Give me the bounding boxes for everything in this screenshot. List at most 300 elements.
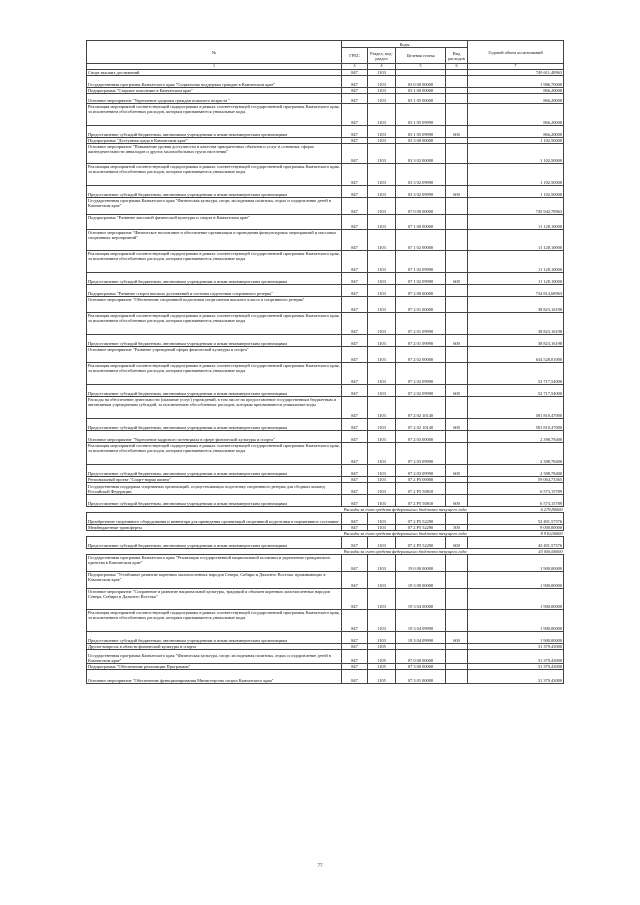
row-target: 03 1 00 00000 — [396, 87, 446, 93]
table-row — [87, 103, 564, 125]
row-section: 1103 — [368, 229, 396, 250]
row-exptype — [446, 163, 468, 185]
header-exptype: Вид расходов — [446, 48, 468, 64]
row-amount: 38 823,16198 — [468, 296, 564, 312]
row-section: 1105 — [368, 663, 396, 669]
row-amount: 31 379,43000 — [468, 669, 564, 683]
table-row — [87, 284, 564, 296]
table-row — [87, 396, 564, 418]
row-grbs: 847 — [342, 185, 368, 197]
row-target: 07 2 P5 50810 — [396, 494, 446, 506]
row-name: Предоставление субсидий бюджетным, автономным учреждениям и иным некоммерческим организациям — [87, 536, 342, 548]
row-name: Основное мероприятие "Укрепление здоровья граждан пожилого возраста " — [87, 93, 342, 103]
row-exptype — [446, 229, 468, 250]
row-name: Реализация мероприятий соответствующей подпрограммы в рамках соответствующей государственной программы Камчатского края, за исключением обособленных расходов, которым присваиваются уникальные коды — [87, 442, 342, 464]
row-exptype: 600 — [446, 536, 468, 548]
row-name: Государственная программа Камчатского края "Физическая культура, спорт, молодежная политика, отдых и оздоровление детей в Камчатском крае" — [87, 197, 342, 214]
row-amount: 866,20000 — [468, 87, 564, 93]
row-exptype: 600 — [446, 125, 468, 137]
header-amount: Годовой объем ассигнований — [468, 41, 564, 64]
row-name: Реализация мероприятий соответствующей подпрограммы в рамках соответствующей государственной программы Камчатского края, за исключением обособленных расходов, которым присваиваются уникальные коды — [87, 163, 342, 185]
row-exptype — [446, 103, 468, 125]
row-grbs: 847 — [342, 143, 368, 163]
row-amount: 38 823,16198 — [468, 334, 564, 346]
row-section: 1103 — [368, 125, 396, 137]
table-row — [87, 185, 564, 197]
row-section: 1103 — [368, 588, 396, 609]
col-num-1: 1 — [87, 64, 342, 70]
row-section: 1103 — [368, 512, 396, 524]
row-target: 07 2 01 09990 — [396, 312, 446, 334]
row-amount: 31 379,43000 — [468, 663, 564, 669]
row-grbs: 847 — [342, 494, 368, 506]
row-grbs: 847 — [342, 197, 368, 214]
row-name: Предоставление субсидий бюджетным, автономным учреждениям и иным некоммерческим организациям — [87, 125, 342, 137]
table-row — [87, 554, 564, 571]
row-section: 1103 — [368, 430, 396, 442]
row-name: Предоставление субсидий бюджетным, автономным учреждениям и иным некоммерческим организациям — [87, 631, 342, 643]
row-target: 19 3 00 00000 — [396, 571, 446, 588]
row-section: 1105 — [368, 643, 396, 649]
row-amount: 749 611,48963 — [468, 69, 564, 75]
row-amount: 11 128,10000 — [468, 229, 564, 250]
row-grbs: 847 — [342, 464, 368, 476]
row-amount: 52 717,54000 — [468, 362, 564, 384]
row-section: 1103 — [368, 334, 396, 346]
row-amount: 1 900,00000 — [468, 588, 564, 609]
row-target: 07 2 02 09990 — [396, 362, 446, 384]
row-name: Государственная программа Камчатского края "Реализация государственной национальной политики и укрепление гражданского единства в Камчатском крае" — [87, 554, 342, 571]
row-target: 07 2 P5 50810 — [396, 482, 446, 494]
row-target: 07 2 02 09990 — [396, 384, 446, 396]
row-exptype: 600 — [446, 631, 468, 643]
header-num: № — [87, 41, 342, 64]
table-row — [87, 346, 564, 362]
row-exptype — [446, 430, 468, 442]
row-target: 07 1 02 09990 — [396, 272, 446, 284]
row-amount: 52 491,57576 — [468, 512, 564, 524]
table-row — [87, 536, 564, 548]
row-name: Реализация мероприятий соответствующей подпрограммы в рамках соответствующей государственной программы Камчатского края, за исключением обособленных расходов, которым присваиваются уникальные коды — [87, 312, 342, 334]
table-row — [87, 214, 564, 229]
row-name: Предоставление субсидий бюджетным, автономным учреждениям и иным некоммерческим организациям — [87, 185, 342, 197]
row-target: 07 2 00 00000 — [396, 284, 446, 296]
row-section: 1105 — [368, 669, 396, 683]
row-target: 07 2 P5 00000 — [396, 476, 446, 482]
row-amount: 1 102,50000 — [468, 143, 564, 163]
row-section: 1103 — [368, 524, 396, 530]
row-grbs: 847 — [342, 125, 368, 137]
row-section: 1103 — [368, 396, 396, 418]
table-row — [87, 649, 564, 663]
row-target: 07 2 02 00000 — [396, 346, 446, 362]
row-name: Основное мероприятие "Укрепление кадрового потенциала в сфере физической культуры и спорта" — [87, 430, 342, 442]
row-section: 1103 — [368, 384, 396, 396]
row-amount: 866,20000 — [468, 125, 564, 137]
row-target: 07 1 02 00000 — [396, 229, 446, 250]
table-row — [87, 464, 564, 476]
row-amount: 31 379,43000 — [468, 649, 564, 663]
row-grbs: 847 — [342, 396, 368, 418]
row-name: Подпрограмма "Обеспечение реализации Программы" — [87, 663, 342, 669]
row-name: Реализация мероприятий соответствующей подпрограммы в рамках соответствующей государственной программы Камчатского края, за исключением обособленных расходов, которым присваиваются уникальные коды — [87, 103, 342, 125]
row-exptype: 600 — [446, 464, 468, 476]
row-name: Приобретение спортивного оборудования и инвентаря для приведения организаций спортивной подготовки в нормативное состояние — [87, 512, 342, 524]
table-row — [87, 93, 564, 103]
row-grbs: 847 — [342, 554, 368, 571]
row-grbs: 847 — [342, 214, 368, 229]
row-section: 1103 — [368, 536, 396, 548]
funding-note-text: Расходы за счет средств федерального бюджета текущего года — [87, 548, 468, 554]
row-grbs: 847 — [342, 536, 368, 548]
row-exptype: 500 — [446, 524, 468, 530]
row-name: Подпрограмма "Доступная среда в Камчатском крае" — [87, 137, 342, 143]
row-amount: 866,20000 — [468, 93, 564, 103]
row-grbs: 847 — [342, 296, 368, 312]
row-target: 03 3 02 09990 — [396, 163, 446, 185]
row-amount: 866,20000 — [468, 103, 564, 125]
row-exptype — [446, 588, 468, 609]
row-grbs: 847 — [342, 137, 368, 143]
row-section: 1103 — [368, 284, 396, 296]
row-exptype: 600 — [446, 185, 468, 197]
row-exptype — [446, 396, 468, 418]
row-target: 19 3 04 00000 — [396, 588, 446, 609]
row-exptype — [446, 649, 468, 663]
row-section: 1103 — [368, 185, 396, 197]
row-target: 03 3 02 00000 — [396, 143, 446, 163]
row-exptype: 600 — [446, 384, 468, 396]
row-grbs: 847 — [342, 334, 368, 346]
row-grbs: 847 — [342, 663, 368, 669]
row-amount: 43 491,57576 — [468, 536, 564, 548]
row-section: 1103 — [368, 482, 396, 494]
row-grbs: 847 — [342, 75, 368, 87]
table-row — [87, 163, 564, 185]
col-num-6: 6 — [446, 64, 468, 70]
table-row — [87, 197, 564, 214]
table-row — [87, 588, 564, 609]
row-name: Предоставление субсидий бюджетным, автономным учреждениям и иным некоммерческим организациям — [87, 384, 342, 396]
row-section: 1103 — [368, 69, 396, 75]
row-exptype — [446, 75, 468, 87]
row-grbs: 847 — [342, 631, 368, 643]
row-exptype — [446, 346, 468, 362]
row-section: 1103 — [368, 418, 396, 430]
row-grbs: 847 — [342, 588, 368, 609]
funding-note-amount: 8 910,00000 — [468, 530, 564, 536]
row-exptype — [446, 250, 468, 272]
table-row — [87, 229, 564, 250]
table-row — [87, 494, 564, 506]
row-amount: 9 000,00000 — [468, 524, 564, 530]
row-section: 1103 — [368, 137, 396, 143]
row-target: 07 0 00 00000 — [396, 649, 446, 663]
row-target: 03 3 00 00000 — [396, 137, 446, 143]
table-row — [87, 631, 564, 643]
row-grbs: 847 — [342, 476, 368, 482]
header-codes: Коды — [342, 41, 468, 48]
row-section: 1103 — [368, 87, 396, 93]
row-amount: 581 810,47000 — [468, 396, 564, 418]
row-target: 03 1 05 09990 — [396, 125, 446, 137]
row-target: 07 2 02 10140 — [396, 418, 446, 430]
row-section: 1103 — [368, 93, 396, 103]
row-amount: 1 900,00000 — [468, 609, 564, 631]
row-name: Региональный проект "Спорт-норма жизни" — [87, 476, 342, 482]
row-name: Основное мероприятие "Обеспечение функционирования Министерства спорта Камчатского края" — [87, 669, 342, 683]
row-exptype — [446, 197, 468, 214]
row-section: 1105 — [368, 649, 396, 663]
row-section: 1103 — [368, 362, 396, 384]
funding-note-amount: 43 056,66000 — [468, 548, 564, 554]
row-grbs: 847 — [342, 649, 368, 663]
table-row — [87, 384, 564, 396]
row-grbs: 847 — [342, 362, 368, 384]
row-grbs: 847 — [342, 93, 368, 103]
row-target: 07 2 03 09990 — [396, 464, 446, 476]
row-target: 07 1 00 00000 — [396, 214, 446, 229]
row-name: Подпрограмма "Устойчивое развитие коренных малочисленных народов Севера, Сибири и Дальнего Востока, проживающих в Камчатском крае" — [87, 571, 342, 588]
row-name: Государственная поддержка спортивных организаций, осуществляющих подготовку спортивного резерва для сборных команд Российской Федерации — [87, 482, 342, 494]
row-section: 1103 — [368, 143, 396, 163]
row-target: 07 2 01 00000 — [396, 296, 446, 312]
row-section: 1103 — [368, 272, 396, 284]
row-section: 1103 — [368, 571, 396, 588]
row-exptype: 600 — [446, 418, 468, 430]
row-amount: 1 900,00000 — [468, 554, 564, 571]
row-amount: 2 398,78400 — [468, 442, 564, 464]
row-section: 1103 — [368, 442, 396, 464]
table-row — [87, 272, 564, 284]
row-amount: 52 717,54000 — [468, 384, 564, 396]
row-name: Реализация мероприятий соответствующей подпрограммы в рамках соответствующей государственной программы Камчатского края, за исключением обособленных расходов, которым присваиваются уникальные коды — [87, 362, 342, 384]
row-amount: 6 573,15789 — [468, 494, 564, 506]
budget-table — [86, 40, 564, 684]
row-amount: 2 398,78400 — [468, 430, 564, 442]
row-grbs: 847 — [342, 442, 368, 464]
row-amount: 59 064,73365 — [468, 476, 564, 482]
row-amount: 11 128,10000 — [468, 214, 564, 229]
row-amount: 581 810,47000 — [468, 418, 564, 430]
row-exptype — [446, 442, 468, 464]
row-section: 1103 — [368, 163, 396, 185]
row-section: 1103 — [368, 346, 396, 362]
row-section: 1103 — [368, 312, 396, 334]
row-target: 19 3 04 09990 — [396, 631, 446, 643]
funding-note-text: Расходы за счет средств федерального бюджета текущего года — [87, 506, 468, 512]
row-target: 03 3 02 09990 — [396, 185, 446, 197]
table-row — [87, 75, 564, 87]
table-row — [87, 571, 564, 588]
table-row — [87, 482, 564, 494]
row-grbs: 847 — [342, 312, 368, 334]
row-amount: 734 814,68963 — [468, 284, 564, 296]
row-exptype — [446, 296, 468, 312]
row-target: 07 3 00 00000 — [396, 663, 446, 669]
row-amount: 1 102,50000 — [468, 137, 564, 143]
row-amount: 1 900,00000 — [468, 571, 564, 588]
row-section: 1103 — [368, 214, 396, 229]
row-target: 07 2 P5 52290 — [396, 512, 446, 524]
row-exptype — [446, 143, 468, 163]
row-target: 07 3 01 00000 — [396, 669, 446, 683]
row-section: 1103 — [368, 609, 396, 631]
row-amount: 1 986,70000 — [468, 75, 564, 87]
row-name: Основное мероприятие "Физическое воспитание и обеспечение организации и проведения физкультурных мероприятий и массовых спортивных мероприятий" — [87, 229, 342, 250]
row-name: Основное мероприятие "Повышение уровня доступности и качества приоритетных объектов и услуг в основных сферах жизнедеятельности инвалидов и других маломобильных групп населения" — [87, 143, 342, 163]
table-row — [87, 362, 564, 384]
header-section: Раздел, под-раздел — [368, 48, 396, 64]
row-target: 07 0 00 00000 — [396, 197, 446, 214]
table-row — [87, 512, 564, 524]
table-row — [87, 125, 564, 137]
row-name: Спорт высших достижений — [87, 69, 342, 75]
row-amount: 38 823,16198 — [468, 312, 564, 334]
row-name: Основное мероприятие "Обеспечение спортивной подготовки спортсменов высшего класса и спортивного резерва" — [87, 296, 342, 312]
row-grbs: 847 — [342, 346, 368, 362]
row-exptype: 600 — [446, 334, 468, 346]
row-target: 07 1 02 09990 — [396, 250, 446, 272]
row-target: 07 2 P5 52290 — [396, 524, 446, 530]
row-name: Подпрограмма "Развитие массовой физической культуры и спорта в Камчатском крае" — [87, 214, 342, 229]
row-exptype — [446, 93, 468, 103]
row-exptype — [446, 312, 468, 334]
row-section: 1103 — [368, 476, 396, 482]
table-row — [87, 430, 564, 442]
funding-note-text: Расходы за счет средств федерального бюджета текущего года — [87, 530, 468, 536]
row-name: Подпрограмма "Старшее поколение в Камчатском крае" — [87, 87, 342, 93]
row-amount: 6 573,15789 — [468, 482, 564, 494]
table-row — [87, 296, 564, 312]
row-name: Основное мероприятие "Развитие учреждений сферы физической культуры и спорта" — [87, 346, 342, 362]
row-target: 07 2 02 10140 — [396, 396, 446, 418]
row-grbs: 847 — [342, 103, 368, 125]
table-row — [87, 442, 564, 464]
page-number: 77 — [317, 864, 323, 869]
row-exptype: 600 — [446, 272, 468, 284]
row-name: Государственная программа Камчатского края "Социальная поддержка граждан в Камчатском крае" — [87, 75, 342, 87]
row-amount: 11 128,10000 — [468, 272, 564, 284]
header-grbs: ГРБС — [342, 48, 368, 64]
row-name: Государственная программа Камчатского края "Физическая культура, спорт, молодежная политика, отдых и оздоровление детей в Камчатском крае" — [87, 649, 342, 663]
row-name: Реализация мероприятий соответствующей подпрограммы в рамках соответствующей государственной программы Камчатского края, за исключением обособленных расходов, которым присваиваются уникальные коды — [87, 609, 342, 631]
row-target: 03 1 05 09990 — [396, 103, 446, 125]
funding-note-amount: 6 279,80000 — [468, 506, 564, 512]
row-exptype — [446, 362, 468, 384]
row-name: Предоставление субсидий бюджетным, автономным учреждениям и иным некоммерческим организациям — [87, 494, 342, 506]
row-name: Основное мероприятие "Сохранение и развитие национальной культуры, традиций и обычаев коренных малочисленных народов Севера, Сибири и Дальнего Востока" — [87, 588, 342, 609]
row-grbs: 847 — [342, 609, 368, 631]
row-amount: 1 102,50000 — [468, 163, 564, 185]
row-grbs: 847 — [342, 284, 368, 296]
row-section: 1103 — [368, 631, 396, 643]
row-amount: 745 942,78963 — [468, 197, 564, 214]
row-section: 1103 — [368, 554, 396, 571]
row-grbs: 847 — [342, 418, 368, 430]
row-exptype — [446, 482, 468, 494]
table-row — [87, 250, 564, 272]
row-section: 1103 — [368, 464, 396, 476]
row-name: Предоставление субсидий бюджетным, автономным учреждениям и иным некоммерческим организациям — [87, 418, 342, 430]
budget-sheet — [86, 40, 563, 684]
col-num-3: 3 — [342, 64, 368, 70]
row-section: 1103 — [368, 296, 396, 312]
row-name: Реализация мероприятий соответствующей подпрограммы в рамках соответствующей государственной программы Камчатского края, за исключением обособленных расходов, которым присваиваются уникальные коды — [87, 250, 342, 272]
row-grbs: 847 — [342, 69, 368, 75]
row-grbs: 847 — [342, 643, 368, 649]
row-exptype — [446, 284, 468, 296]
row-amount: 31 379,43000 — [468, 643, 564, 649]
row-grbs: 847 — [342, 430, 368, 442]
row-name: Предоставление субсидий бюджетным, автономным учреждениям и иным некоммерческим организациям — [87, 464, 342, 476]
row-grbs: 847 — [342, 87, 368, 93]
row-grbs: 847 — [342, 163, 368, 185]
row-grbs: 847 — [342, 272, 368, 284]
row-section: 1103 — [368, 75, 396, 87]
row-section: 1103 — [368, 103, 396, 125]
row-exptype — [446, 571, 468, 588]
row-target: 07 2 03 09990 — [396, 442, 446, 464]
table-row — [87, 669, 564, 683]
row-grbs: 847 — [342, 250, 368, 272]
table-row — [87, 312, 564, 334]
row-grbs: 847 — [342, 229, 368, 250]
row-grbs: 847 — [342, 524, 368, 530]
col-num-7: 7 — [468, 64, 564, 70]
table-row — [87, 334, 564, 346]
row-name: Предоставление субсидий бюджетным, автономным учреждениям и иным некоммерческим организациям — [87, 334, 342, 346]
row-grbs: 847 — [342, 482, 368, 494]
row-amount: 634 528,01000 — [468, 346, 564, 362]
row-target: 03 1 05 00000 — [396, 93, 446, 103]
row-name: Предоставление субсидий бюджетным, автономным учреждениям и иным некоммерческим организациям — [87, 272, 342, 284]
row-exptype — [446, 669, 468, 683]
table-row — [87, 418, 564, 430]
row-section: 1103 — [368, 250, 396, 272]
row-amount: 1 102,50000 — [468, 185, 564, 197]
row-exptype — [446, 512, 468, 524]
row-target: 03 0 00 00000 — [396, 75, 446, 87]
col-num-4: 4 — [368, 64, 396, 70]
table-body — [87, 64, 564, 684]
table-row — [87, 609, 564, 631]
table-row — [87, 143, 564, 163]
row-section: 1103 — [368, 197, 396, 214]
row-grbs: 847 — [342, 571, 368, 588]
row-grbs: 847 — [342, 669, 368, 683]
row-name: Подпрограмма "Развитие спорта высших достижений и системы подготовки спортивного резерва" — [87, 284, 342, 296]
row-exptype — [446, 554, 468, 571]
row-target: 19 0 00 00000 — [396, 554, 446, 571]
row-section: 1103 — [368, 494, 396, 506]
row-name: Межбюджетные трансферты — [87, 524, 342, 530]
col-num-5: 5 — [396, 64, 446, 70]
row-grbs: 847 — [342, 512, 368, 524]
row-amount: 1 900,00000 — [468, 631, 564, 643]
row-name: Другие вопросы в области физической культуры и спорта — [87, 643, 342, 649]
row-exptype: 600 — [446, 494, 468, 506]
row-target: 07 2 P5 52290 — [396, 536, 446, 548]
header-target: Целевая статья — [396, 48, 446, 64]
row-target: 19 3 04 09990 — [396, 609, 446, 631]
row-exptype — [446, 609, 468, 631]
row-target: 07 2 01 09990 — [396, 334, 446, 346]
row-name: Расходы на обеспечение деятельности (оказание услуг) учреждений, в том числе на предоставление государственным бюджетным и автономным учреждениям субсидий, за исключением обособленных расходов, которым присваиваются уникальные коды — [87, 396, 342, 418]
row-amount: 2 398,78400 — [468, 464, 564, 476]
row-amount: 11 128,10000 — [468, 250, 564, 272]
row-target: 07 2 03 00000 — [396, 430, 446, 442]
